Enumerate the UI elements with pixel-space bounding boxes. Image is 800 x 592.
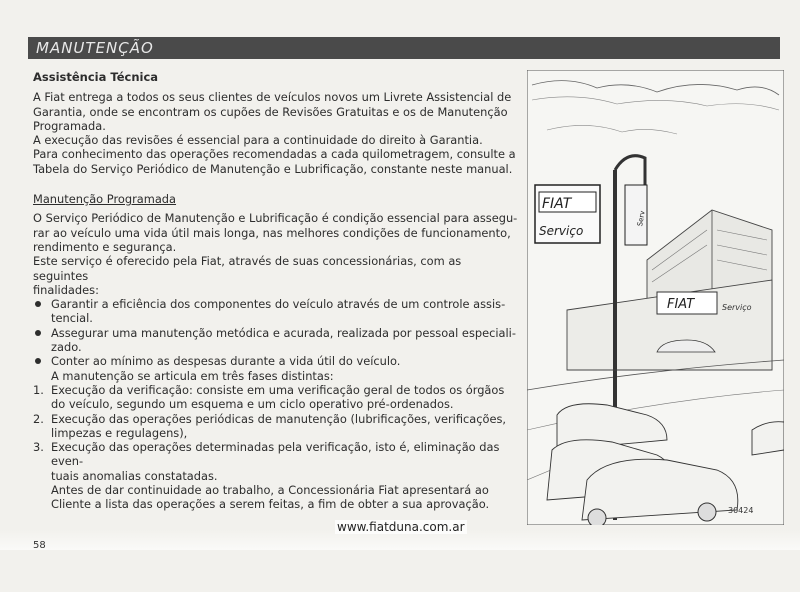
heading-assistencia: Assistência Técnica [33, 70, 159, 84]
phase-text: tuais anomalias constatadas. [51, 468, 218, 483]
phase-text: Execução da verificação: consiste em uma verificação geral de todos os órgãos [51, 382, 505, 397]
section-title: MANUTENÇÃO [36, 39, 154, 57]
phases-intro: A manutenção se articula em três fases distintas: [51, 368, 334, 383]
phase-number: 3. [33, 440, 44, 455]
closing-line: Cliente a lista das operações a serem feitas, a fim de obter a sua aprovação. [51, 497, 490, 512]
s1-line: A Fiat entrega a todos os seus clientes de veículos novos um Livrete Assistencial de [33, 90, 512, 105]
dealership-illustration [527, 70, 784, 525]
building-sign-brand: FIAT [667, 297, 695, 312]
phase-item [33, 412, 518, 441]
s2-line: rar ao veículo uma vida útil mais longa, nas melhores condições de funcionamento, [33, 225, 511, 240]
main-text [33, 70, 518, 512]
phase-number: 1. [33, 382, 44, 397]
street-sign-service: Serviço [539, 224, 584, 238]
bullet-item [33, 297, 518, 326]
phase-number: 2. [33, 411, 44, 426]
bullet-item [33, 354, 518, 368]
closing-line: Antes de dar continuidade ao trabalho, a Concessionária Fiat apresentará ao [51, 483, 489, 498]
figure-code: 30424 [728, 506, 754, 515]
phase-item [33, 440, 518, 483]
header-bar [28, 37, 780, 59]
s2-line: Este serviço é oferecido pela Fiat, através de suas concessionárias, com as seguintes [33, 254, 462, 283]
phase-item [33, 383, 518, 412]
s2-line: O Serviço Periódico de Manutenção e Lubrificação é condição essencial para assegu- [33, 211, 518, 226]
s1-line: Para conhecimento das operações recomendadas a cada quilometragem, consulte a [33, 147, 516, 162]
s1-line: Tabela do Serviço Periódico de Manutenção e Lubrificação, constante neste manual. [33, 161, 513, 176]
s1-line: A execução das revisões é essencial para a continuidade do direito à Garantia. [33, 133, 483, 148]
car-wheel [588, 509, 606, 525]
s2-line: finalidades: [33, 282, 99, 297]
car [752, 422, 784, 455]
bullet-text: Garantir a eficiência dos componentes do veículo através de um controle assis- [51, 297, 506, 312]
building-sign-service: Serviço [722, 303, 752, 312]
footer-url[interactable]: www.fiatduna.com.ar [337, 520, 465, 534]
side-sign-text: Serv [636, 210, 647, 228]
page-number: 58 [33, 540, 46, 551]
bullet-dot [35, 358, 41, 364]
bullet-text: zado. [51, 340, 82, 355]
s2-line: rendimento e segurança. [33, 239, 177, 254]
bullet-item [33, 326, 518, 355]
car-wheel [698, 503, 716, 521]
s1-line: Garantia, onde se encontram os cupões de Revisões Gratuitas e os de Manutenção [33, 104, 508, 119]
bullet-dot [35, 301, 41, 307]
phase-text: Execução das operações periódicas de manutenção (lubrificações, verificações, [51, 411, 507, 426]
bullet-text: tencial. [51, 311, 93, 326]
bullet-text: Conter ao mínimo as despesas durante a vida útil do veículo. [51, 354, 401, 369]
bullet-text: Assegurar uma manutenção metódica e acurada, realizada por pessoal especiali- [51, 325, 516, 340]
street-sign-brand: FIAT [542, 196, 572, 212]
phase-text: Execução das operações determinadas pela verificação, isto é, eliminação das even- [51, 440, 500, 469]
bullet-dot [35, 330, 41, 336]
heading-manutencao-programada: Manutenção Programada [33, 192, 177, 207]
s1-line: Programada. [33, 118, 106, 133]
phase-text: do veículo, segundo um esquema e um ciclo operativo pré-ordenados. [51, 397, 454, 412]
phase-text: limpezas e regulagens), [51, 425, 188, 440]
